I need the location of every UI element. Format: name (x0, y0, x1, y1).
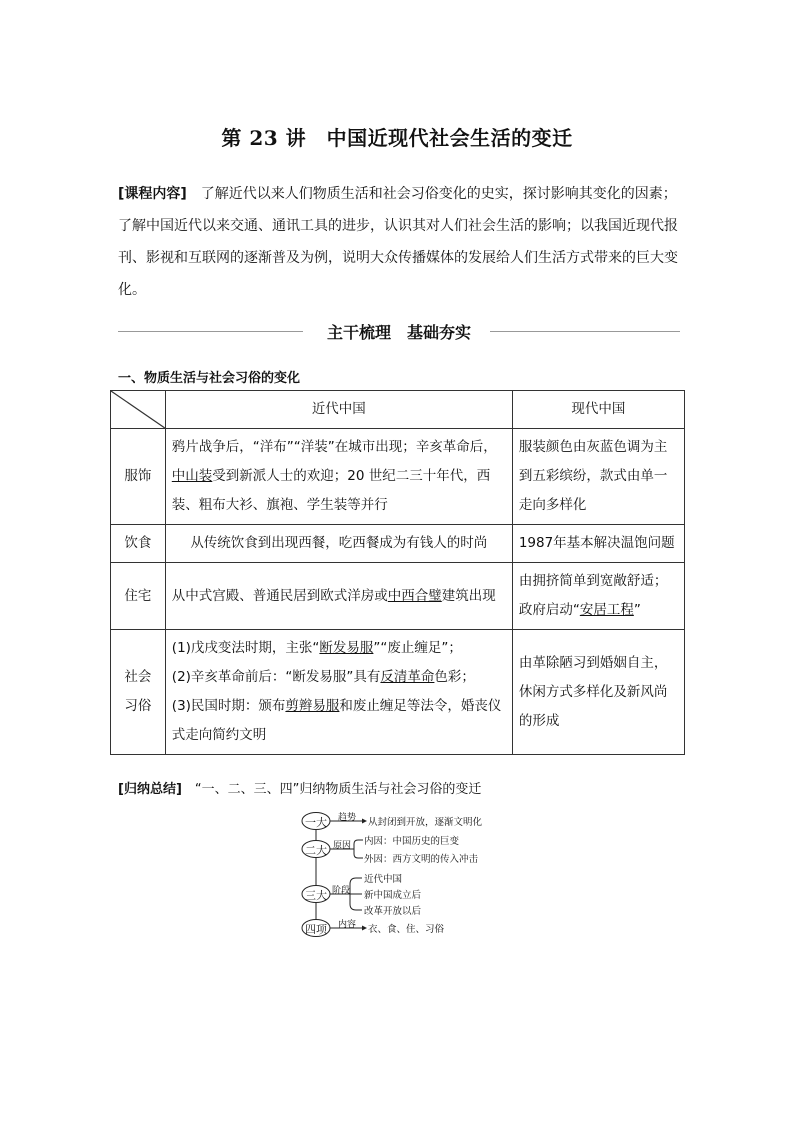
customs-item-1 (172, 634, 506, 663)
summary-tag: [归纳总结] (118, 782, 182, 797)
row-category-food: 饮食 (111, 525, 166, 563)
trend-text: 从封闭到开放，逐渐文明化 (368, 817, 483, 828)
node-one-trend: 一大 (305, 816, 327, 829)
stage-item: 新中国成立后 (364, 890, 422, 901)
underlined-term: 安居工程 (579, 602, 634, 618)
cell-housing-modern (165, 563, 512, 630)
header-contemporary-china: 现代中国 (512, 391, 684, 429)
cell-food-modern: 从传统饮食到出现西餐，吃西餐成为有钱人的时尚 (165, 525, 512, 563)
row-category-clothing: 服饰 (111, 429, 166, 525)
customs-item-2 (172, 663, 506, 692)
cell-clothing-contemporary: 服装颜色由灰蓝色调为主到五彩缤纷，款式由单一走向多样化 (512, 429, 684, 525)
course-text: 了解近代以来人们物质生活和社会习俗变化的史实，探讨影响其变化的因素；了解中国近代以来交通、通讯工具的进步，认识其对人们社会生活的影响；以我国近现代报刊、影视和互联网的逐渐普及为例，说明大众传播媒体的发展给人们生活方式带来的巨大变化。 (118, 186, 678, 298)
node-two-causes: 二大 (305, 844, 327, 857)
cell-food-contemporary: 1987年基本解决温饱问题 (512, 525, 684, 563)
table-header-row (111, 391, 685, 429)
underlined-term: 断发易服 (319, 640, 374, 656)
customs-item-3 (172, 692, 506, 750)
comparison-table (110, 390, 685, 755)
text-span: 从中式宫殿、普通民居到欧式洋房或 (171, 587, 388, 604)
section-bar (118, 318, 680, 344)
table-row (111, 525, 685, 563)
table-row (111, 630, 685, 755)
content-text: 衣、食、住、习俗 (368, 924, 445, 935)
category-line: 社会 (124, 669, 152, 685)
row-category-customs (111, 630, 166, 755)
table-row (111, 563, 685, 630)
node-four-items: 四项 (305, 923, 327, 936)
trend-label: 趋势 (338, 813, 357, 823)
text-span: (3)民国时期：颁布 (171, 698, 286, 714)
summary-line (118, 778, 481, 797)
text-span: 色彩； (434, 669, 475, 685)
course-content (118, 178, 680, 306)
cell-housing-contemporary (512, 563, 684, 630)
node-three-stages: 三大 (305, 889, 327, 902)
text-span: (2)辛亥革命前后：“断发易服”具有 (171, 669, 381, 685)
section1-heading: 一、物质生活与社会习俗的变化 (118, 371, 301, 386)
cause-external: 外因：西方文明的传入冲击 (364, 854, 479, 865)
text-span: ” (633, 602, 641, 618)
cell-customs-contemporary: 由革除陋习到婚姻自主，休闲方式多样化及新风尚的形成 (512, 630, 684, 755)
table-row (111, 429, 685, 525)
content-label: 内容 (338, 920, 357, 930)
underlined-term: 剪辫易服 (285, 698, 340, 714)
summary-diagram (300, 810, 500, 940)
stage-item: 近代中国 (364, 874, 403, 885)
diagonal-header-cell (111, 391, 166, 429)
underlined-term: 反清革命 (380, 669, 435, 685)
underlined-term: 中山装 (171, 468, 213, 484)
page-title: 第 23 讲 中国近现代社会生活的变迁 (221, 126, 573, 150)
stage-item: 改革开放以后 (364, 906, 422, 917)
cell-clothing-modern (165, 429, 512, 525)
row-category-housing: 住宅 (111, 563, 166, 630)
divider-right (490, 331, 680, 332)
text-span: 鸦片战争后，“洋布”“洋装”在城市出现；辛亥革命后， (171, 439, 497, 455)
text-span: (1)戊戌变法时期，主张“ (171, 640, 320, 656)
cause-label: 原因 (333, 841, 352, 851)
summary-text: “一、二、三、四”归纳物质生活与社会习俗的变迁 (181, 782, 482, 797)
cause-internal: 内因：中国历史的巨变 (364, 836, 460, 847)
text-span: 由拥挤简单到宽敞舒适；政府启动“ (518, 573, 668, 618)
text-span: 受到新派人士的欢迎；20 世纪二三十年代，西装、粗布大衫、旗袍、学生装等并行 (171, 468, 491, 513)
category-line: 习俗 (124, 698, 152, 714)
text-span: ”“废止缠足”； (373, 640, 462, 656)
cell-customs-modern (165, 630, 512, 755)
stage-label: 阶段 (332, 886, 351, 896)
section-bar-title: 主干梳理 基础夯实 (326, 323, 471, 342)
text-span: 建筑出现 (441, 587, 496, 604)
underlined-term: 中西合璧 (387, 587, 442, 604)
text-span: 和废止缠足等法令，婚丧仪式走向简约文明 (171, 698, 502, 743)
course-tag: [课程内容] (118, 186, 187, 202)
header-modern-china: 近代中国 (165, 391, 512, 429)
